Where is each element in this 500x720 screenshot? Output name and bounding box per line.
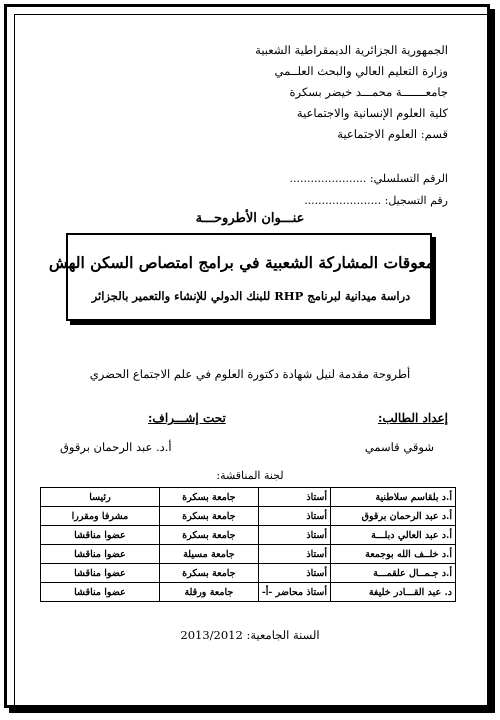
table-row [41,545,456,564]
member-name: أ.د بلقاسم سلاطنية [331,488,456,507]
header-line: قسم: العلوم الاجتماعية [337,127,448,141]
member-name: د. عبد القـــادر خليفة [331,583,456,602]
serial-number-field: الرقم التسلسلي: ...................... [289,172,448,185]
table-row [41,488,456,507]
member-role: مشرفا ومقررا [41,507,160,526]
committee-label: لجنة المناقشة: [216,469,284,482]
table-row [41,564,456,583]
title-box [48,233,434,321]
member-rank: أستاذ [258,526,330,545]
member-name: أ.د عبد الرحمان برقوق [331,507,456,526]
institution-header [255,40,448,145]
registration-number-field: رقم التسجيل: ...................... [304,194,448,207]
supervisor-label: تحت إشـــراف: [148,411,226,425]
member-name: أ.د عبد العالي دبلـــة [331,526,456,545]
member-name: أ.د خلــف الله بوجمعة [331,545,456,564]
committee-table [40,487,456,602]
member-role: رئيسا [41,488,160,507]
header-line: جامعـــــــة محمـــد خيضر بسكرة [289,85,448,99]
table-row [41,507,456,526]
supervisor-name: أ.د. عبد الرحمان برقوق [60,440,172,454]
table-row [41,526,456,545]
thesis-title-label: عنـــوان الأطروحـــة [195,211,305,226]
header-line: الجمهورية الجزائرية الديمقراطية الشعبية [255,43,448,57]
member-university: جامعة بسكرة [159,526,258,545]
member-role: عضوا مناقشا [41,526,160,545]
member-rank: أستاذ [258,545,330,564]
header-line: كلية العلوم الإنسانية والاجتماعية [296,106,448,120]
member-rank: أستاذ [258,564,330,583]
member-role: عضوا مناقشا [41,545,160,564]
degree-statement: أطروحة مقدمة لنيل شهادة دكتورة العلوم في علم الاجتماع الحضري [89,367,411,381]
serial-numbers [290,168,449,212]
member-role: عضوا مناقشا [41,564,160,583]
member-rank: أستاذ [258,507,330,526]
thesis-subtitle: دراسة ميدانية لبرنامج RHP للبنك الدولي للإنشاء والتعمير بالجزائر [91,289,411,303]
academic-year: السنة الجامعية: 2013/2012 [180,628,320,642]
member-university: جامعة بسكرة [159,488,258,507]
member-role: عضوا مناقشا [41,583,160,602]
member-university: جامعة بسكرة [159,507,258,526]
member-rank: أستاذ [258,488,330,507]
table-row [41,583,456,602]
member-rank: أستاذ محاضر -أ- [258,583,330,602]
member-university: جامعة بسكرة [159,564,258,583]
member-name: أ.د جـمــال علقمـــة [331,564,456,583]
member-university: جامعة ورقلة [159,583,258,602]
thesis-title: معوقات المشاركة الشعبية في برامج امتصاص السكن الهش [48,253,434,272]
student-label: إعداد الطالب: [377,411,448,425]
member-university: جامعة مسيلة [159,545,258,564]
header-line: وزارة التعليم العالي والبحث العلــمي [274,64,448,78]
student-name: شوقي قاسمي [364,440,434,454]
